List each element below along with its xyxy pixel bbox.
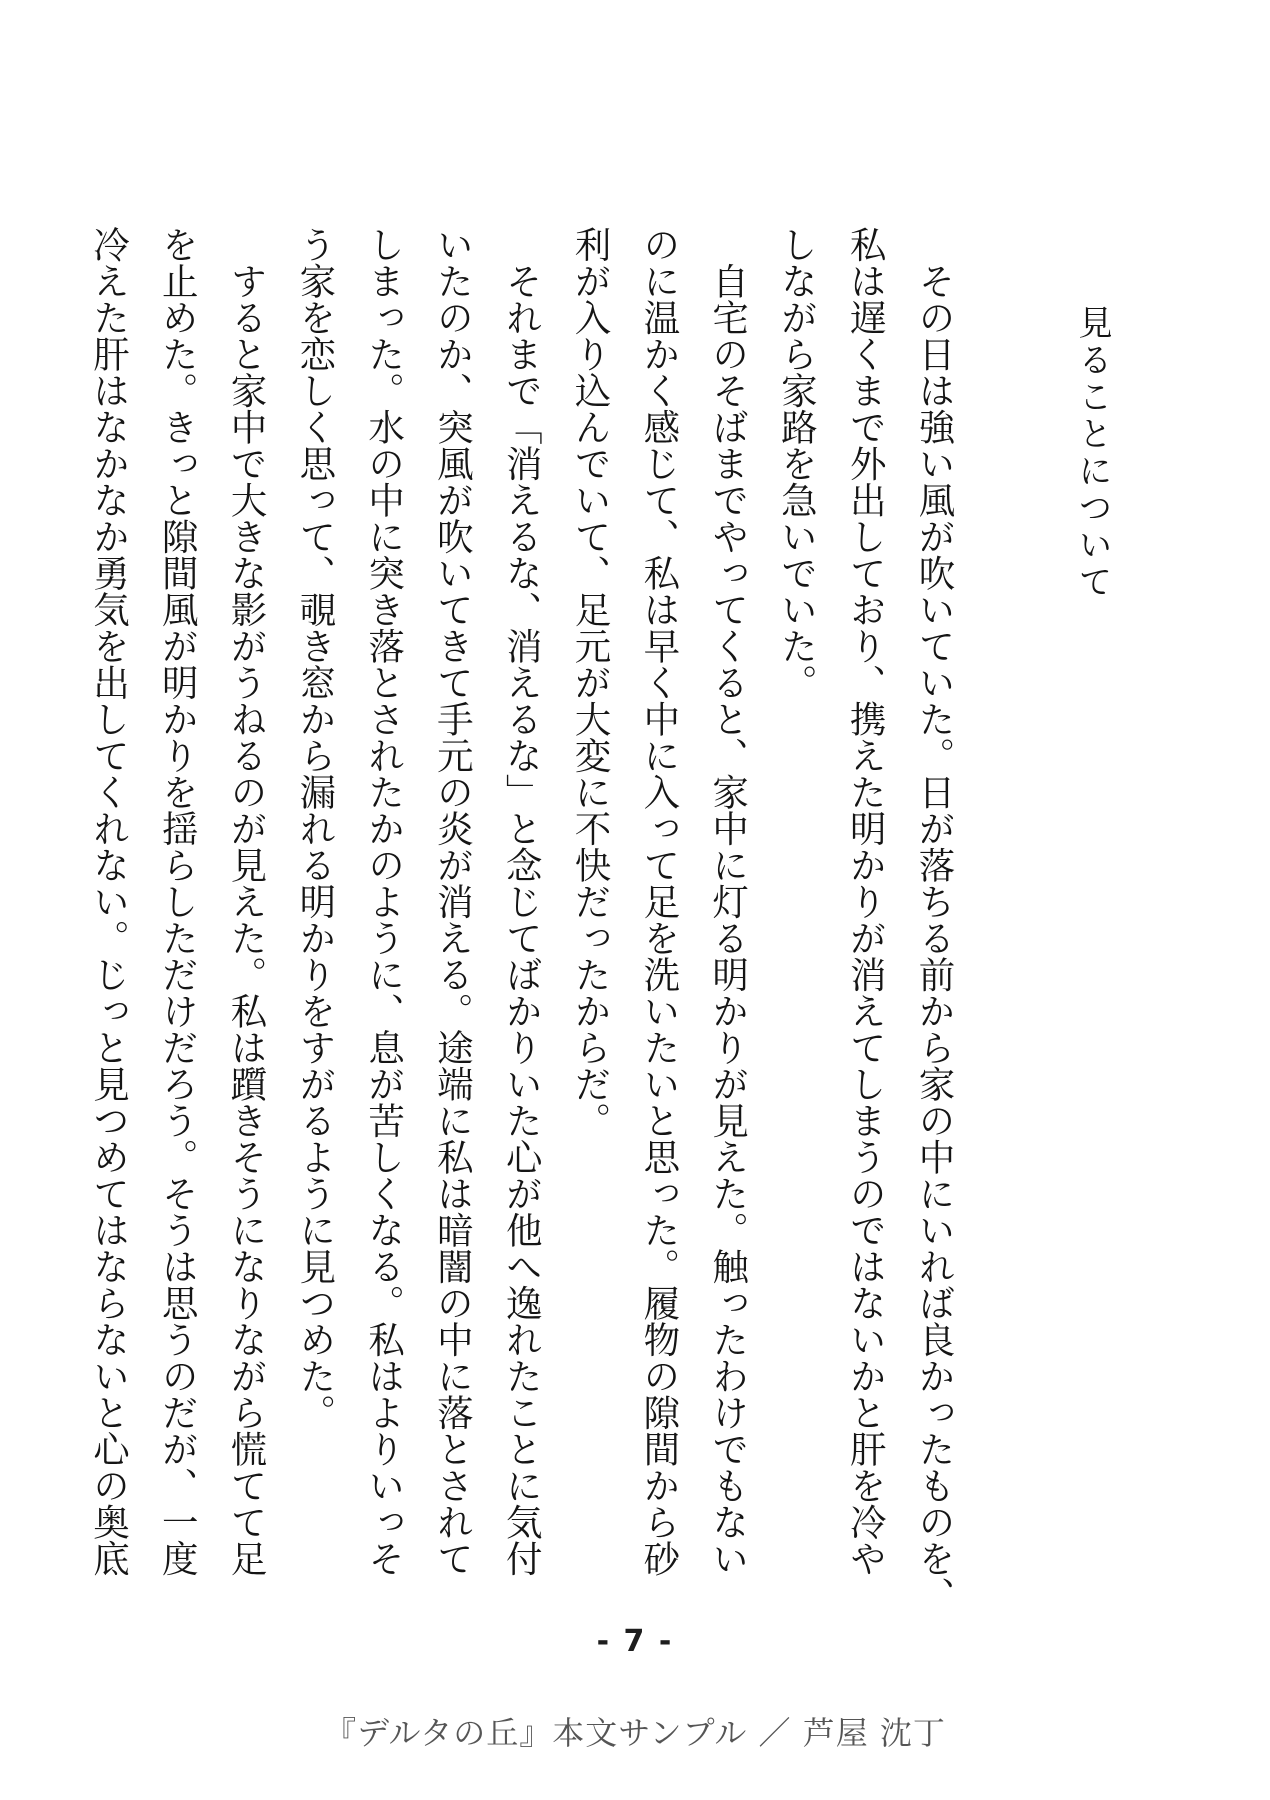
text-line: しまった。水の中に突き落とされたかのように、息が苦しくなる。私はよりいっそ — [362, 226, 406, 1577]
page-number: - 7 - — [596, 1624, 674, 1659]
text-line: 私は遅くまで外出しており、携えた明かりが消えてしまうのではないかと肝を冷や — [844, 226, 888, 1577]
body-text — [74, 226, 968, 1611]
text-line: いたのか、突風が吹いてきて手元の炎が消える。途端に私は暗闇の中に落とされて — [431, 226, 475, 1577]
text-line: う家を恋しく思って、覗き窓から漏れる明かりをすがるように見つめた。 — [293, 226, 337, 1431]
text-line: 利が入り込んでいて、足元が大変に不快だったからだ。 — [569, 226, 613, 1139]
text-line: しながら家路を急いでいた。 — [775, 226, 819, 701]
text-line: それまで「消えるな、消えるな」と念じてばかりいた心が他へ逸れたことに気付 — [500, 226, 544, 1577]
text-line: のに温かく感じて、私は早く中に入って足を洗いたいと思った。履物の隙間から砂 — [637, 226, 681, 1577]
text-line: その日は強い風が吹いていた。日が落ちる前から家の中にいれば良かったものを、 — [913, 226, 956, 1613]
footer-caption: 『デルタの丘』本文サンプル ／ 芦屋 沈丁 — [324, 1714, 946, 1752]
text-line: すると家中で大きな影がうねるのが見えた。私は躓きそうになりながら慌てて足 — [225, 226, 269, 1577]
text-line: を止めた。きっと隙間風が明かりを揺らしただけだろう。そうは思うのだが、一度 — [156, 226, 200, 1577]
chapter-title: 見ることについて — [1072, 305, 1112, 601]
text-line: 冷えた肝はなかなか勇気を出してくれない。じっと見つめてはならないと心の奥底 — [87, 226, 131, 1577]
text-line: 自宅のそばまでやってくると、家中に灯る明かりが見えた。触ったわけでもない — [706, 226, 750, 1577]
